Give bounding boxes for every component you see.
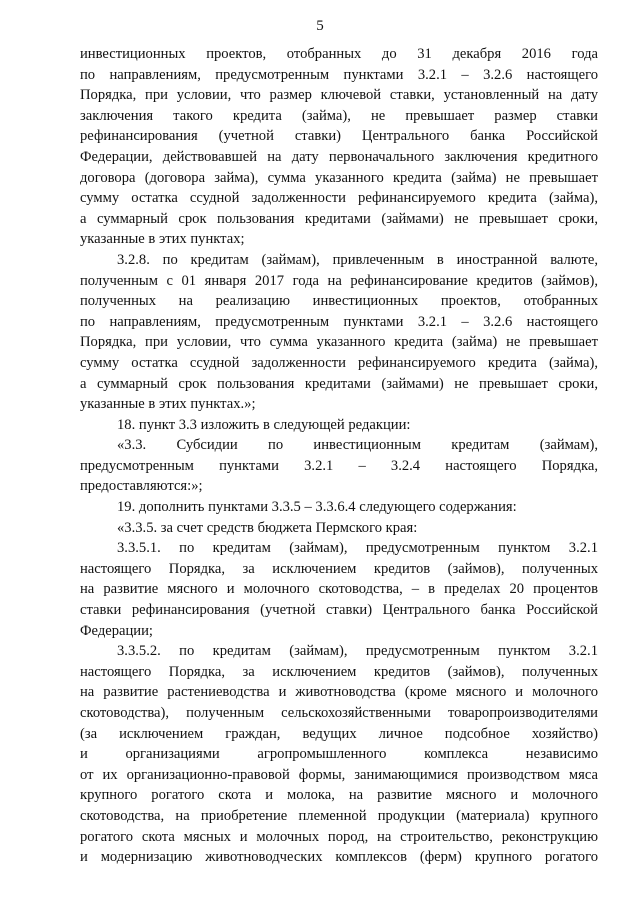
text-line: крупного рогатого скота и молока, на развитие мясного и молочного — [80, 787, 598, 804]
text-line: ставки рефинансирования (учетной ставки) Центрального банка Российской — [80, 602, 598, 619]
text-line: по направлениям, предусмотренным пунктами 3.2.1 – 3.2.6 настоящего — [80, 313, 598, 330]
text-line: заключения такого кредита (займа), не превышает размер ставки — [80, 107, 598, 124]
text-line: полученным с 01 января 2017 года на рефинансирование кредитов (займов), — [80, 272, 598, 289]
text-line: договора (договора займа), сумма указанного кредита (займа) не превышает — [80, 169, 598, 186]
text-line: «3.3. Субсидии по инвестиционным кредитам (займам), — [117, 437, 598, 454]
text-line: «3.3.5. за счет средств бюджета Пермского края: — [117, 519, 418, 536]
text-line: Порядка, при условии, что сумма указанного кредита (займа) не превышает — [80, 334, 598, 351]
text-line: на развитие мясного и молочного скотоводства, – в пределах 20 процентов — [80, 581, 598, 598]
text-line: рефинансирования (учетной ставки) Центрального банка Российской — [80, 128, 598, 145]
text-line: и модернизацию животноводческих комплексов (ферм) крупного рогатого — [80, 849, 598, 866]
text-line: по направлениям, предусмотренным пунктами 3.2.1 – 3.2.6 настоящего — [80, 66, 598, 83]
text-line: сумму остатка ссудной задолженности рефинансируемого кредита (займа), — [80, 190, 598, 207]
text-line: Федерации, действовавшей на дату первоначального заключения кредитного — [80, 148, 598, 165]
text-line: Федерации; — [80, 622, 153, 639]
text-line: инвестиционных проектов, отобранных до 31 декабря 2016 года — [80, 46, 598, 62]
text-line: указанные в этих пунктах.»; — [80, 396, 256, 413]
text-line: настоящего Порядка, за исключением кредитов (займов), полученных — [80, 663, 598, 680]
text-line: рогатого скота мясных и молочных пород, на строительство, реконструкцию — [80, 828, 598, 845]
text-line: (за исключением граждан, ведущих личное подсобное хозяйство) — [80, 725, 598, 742]
text-line: настоящего Порядка, за исключением кредитов (займов), полученных — [80, 560, 598, 577]
text-line: полученных на реализацию инвестиционных проектов, отобранных — [80, 293, 598, 310]
text-line: 18. пункт 3.3 изложить в следующей редакции: — [117, 416, 411, 433]
text-line: а суммарный срок пользования кредитами (займами) не превышает сроки, — [80, 210, 598, 227]
text-line: 19. дополнить пунктами 3.3.5 – 3.3.6.4 следующего содержания: — [117, 499, 517, 516]
text-line: 3.3.5.2. по кредитам (займам), предусмотренным пунктом 3.2.1 — [117, 643, 598, 660]
text-line: Порядка, при условии, что размер ключевой ставки, установленный на дату — [80, 87, 598, 104]
page-number: 5 — [316, 18, 324, 34]
text-line: от их организационно-правовой формы, занимающимися производством мяса — [80, 766, 598, 783]
body-text — [80, 44, 598, 868]
text-line: предусмотренным пунктами 3.2.1 – 3.2.4 настоящего Порядка, — [80, 457, 598, 474]
text-line: 3.3.5.1. по кредитам (займам), предусмотренным пунктом 3.2.1 — [117, 540, 598, 557]
text-line: на развитие растениеводства и животноводства (кроме мясного и молочного — [80, 684, 598, 701]
text-line: и организациями агропромышленного комплекса независимо — [80, 746, 598, 763]
text-line: сумму остатка ссудной задолженности рефинансируемого кредита (займа), — [80, 354, 598, 371]
text-line: 3.2.8. по кредитам (займам), привлеченным в иностранной валюте, — [117, 251, 598, 268]
text-line: скотоводства, на приобретение племенной продукции (материала) крупного — [80, 807, 598, 824]
text-line: а суммарный срок пользования кредитами (займами) не превышает сроки, — [80, 375, 598, 392]
text-line: указанные в этих пунктах; — [80, 231, 245, 248]
text-line: скотоводства), полученным сельскохозяйственными товаропроизводителями — [80, 705, 598, 721]
text-line: предоставляются:»; — [80, 478, 203, 495]
